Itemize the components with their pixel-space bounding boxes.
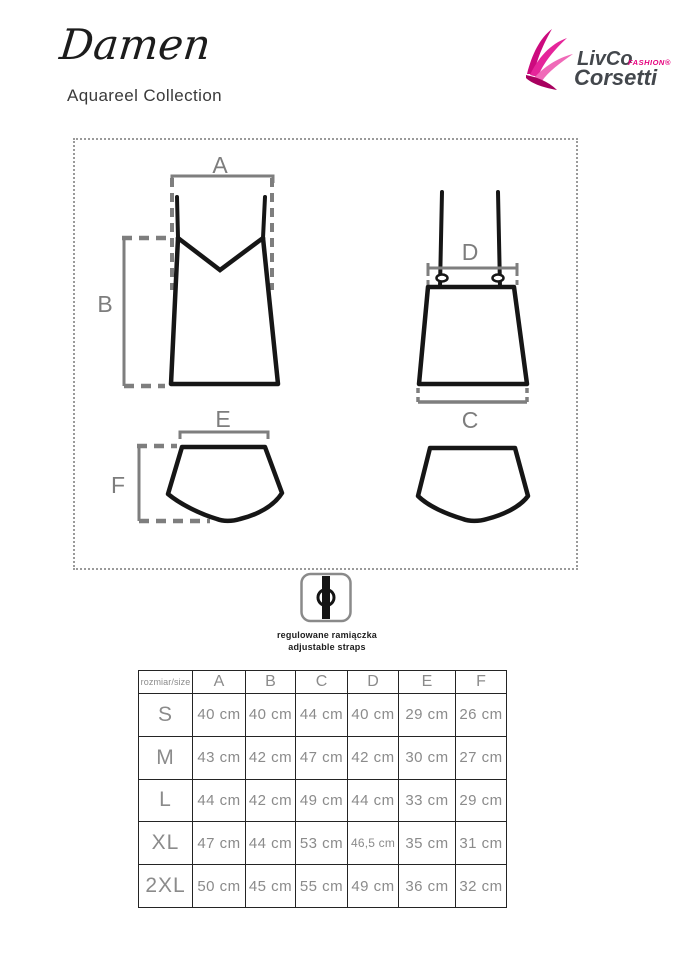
value-cell: 44 cm [296, 694, 348, 737]
value-cell: 44 cm [246, 822, 296, 865]
value-cell: 42 cm [246, 779, 296, 822]
measure-label-a: A [212, 152, 228, 178]
logo-text-livco: LivCo [577, 48, 633, 70]
table-header-cell: A [193, 671, 246, 694]
value-cell: 36 cm [399, 865, 456, 908]
value-cell: 31 cm [456, 822, 507, 865]
value-cell: 44 cm [348, 779, 399, 822]
size-cell: S [139, 694, 193, 737]
table-header-cell: B [246, 671, 296, 694]
value-cell: 27 cm [456, 736, 507, 779]
size-table-wrap [138, 670, 507, 908]
table-corner-cell: rozmiar/size [139, 671, 193, 694]
value-cell: 47 cm [296, 736, 348, 779]
value-cell: 33 cm [399, 779, 456, 822]
measure-label-d: D [461, 239, 479, 265]
measure-label-f: F [110, 472, 126, 498]
value-cell: 45 cm [246, 865, 296, 908]
value-cell: 35 cm [399, 822, 456, 865]
value-cell: 26 cm [456, 694, 507, 737]
value-cell: 29 cm [399, 694, 456, 737]
size-cell: L [139, 779, 193, 822]
value-cell: 44 cm [193, 779, 246, 822]
brand-script-title: Damen [57, 20, 214, 69]
straps-caption [227, 630, 427, 653]
size-table [138, 670, 507, 908]
logo-text-fashion: FASHION® [628, 58, 671, 67]
table-row [139, 822, 507, 865]
value-cell: 42 cm [246, 736, 296, 779]
panty-front-drawing [111, 406, 282, 521]
value-cell: 29 cm [456, 779, 507, 822]
value-cell: 49 cm [348, 865, 399, 908]
wing-swoosh-icon [524, 28, 578, 92]
table-row [139, 865, 507, 908]
value-cell: 47 cm [193, 822, 246, 865]
logo-text-corsetti: Corsetti [574, 65, 658, 90]
panty-back-drawing [418, 448, 528, 521]
camisole-back-drawing [418, 192, 527, 433]
straps-caption-pl: regulowane ramiączka [276, 630, 378, 640]
measure-label-e: E [215, 406, 231, 432]
measure-label-c: C [461, 407, 479, 433]
size-cell: M [139, 736, 193, 779]
size-cell: XL [139, 822, 193, 865]
table-row [139, 736, 507, 779]
table-header-row [139, 671, 507, 694]
table-row [139, 779, 507, 822]
value-cell: 40 cm [193, 694, 246, 737]
adjustable-straps-icon [299, 572, 353, 624]
value-cell: 53 cm [296, 822, 348, 865]
value-cell: 40 cm [348, 694, 399, 737]
measure-label-b: B [97, 291, 113, 317]
straps-caption-en: adjustable straps [288, 641, 366, 652]
table-header-cell: C [296, 671, 348, 694]
value-cell: 50 cm [193, 865, 246, 908]
table-header-cell: F [456, 671, 507, 694]
value-cell: 46,5 cm [348, 822, 399, 865]
table-header-cell: E [399, 671, 456, 694]
value-cell: 49 cm [296, 779, 348, 822]
camisole-front-drawing [97, 152, 278, 386]
value-cell: 32 cm [456, 865, 507, 908]
collection-subtitle: Aquareel Collection [67, 86, 223, 105]
value-cell: 42 cm [348, 736, 399, 779]
measurement-diagram [73, 138, 578, 570]
table-row [139, 694, 507, 737]
value-cell: 40 cm [246, 694, 296, 737]
value-cell: 43 cm [193, 736, 246, 779]
size-cell: 2XL [139, 865, 193, 908]
livco-corsetti-logo [524, 26, 672, 94]
table-header-cell: D [348, 671, 399, 694]
value-cell: 55 cm [296, 865, 348, 908]
value-cell: 30 cm [399, 736, 456, 779]
